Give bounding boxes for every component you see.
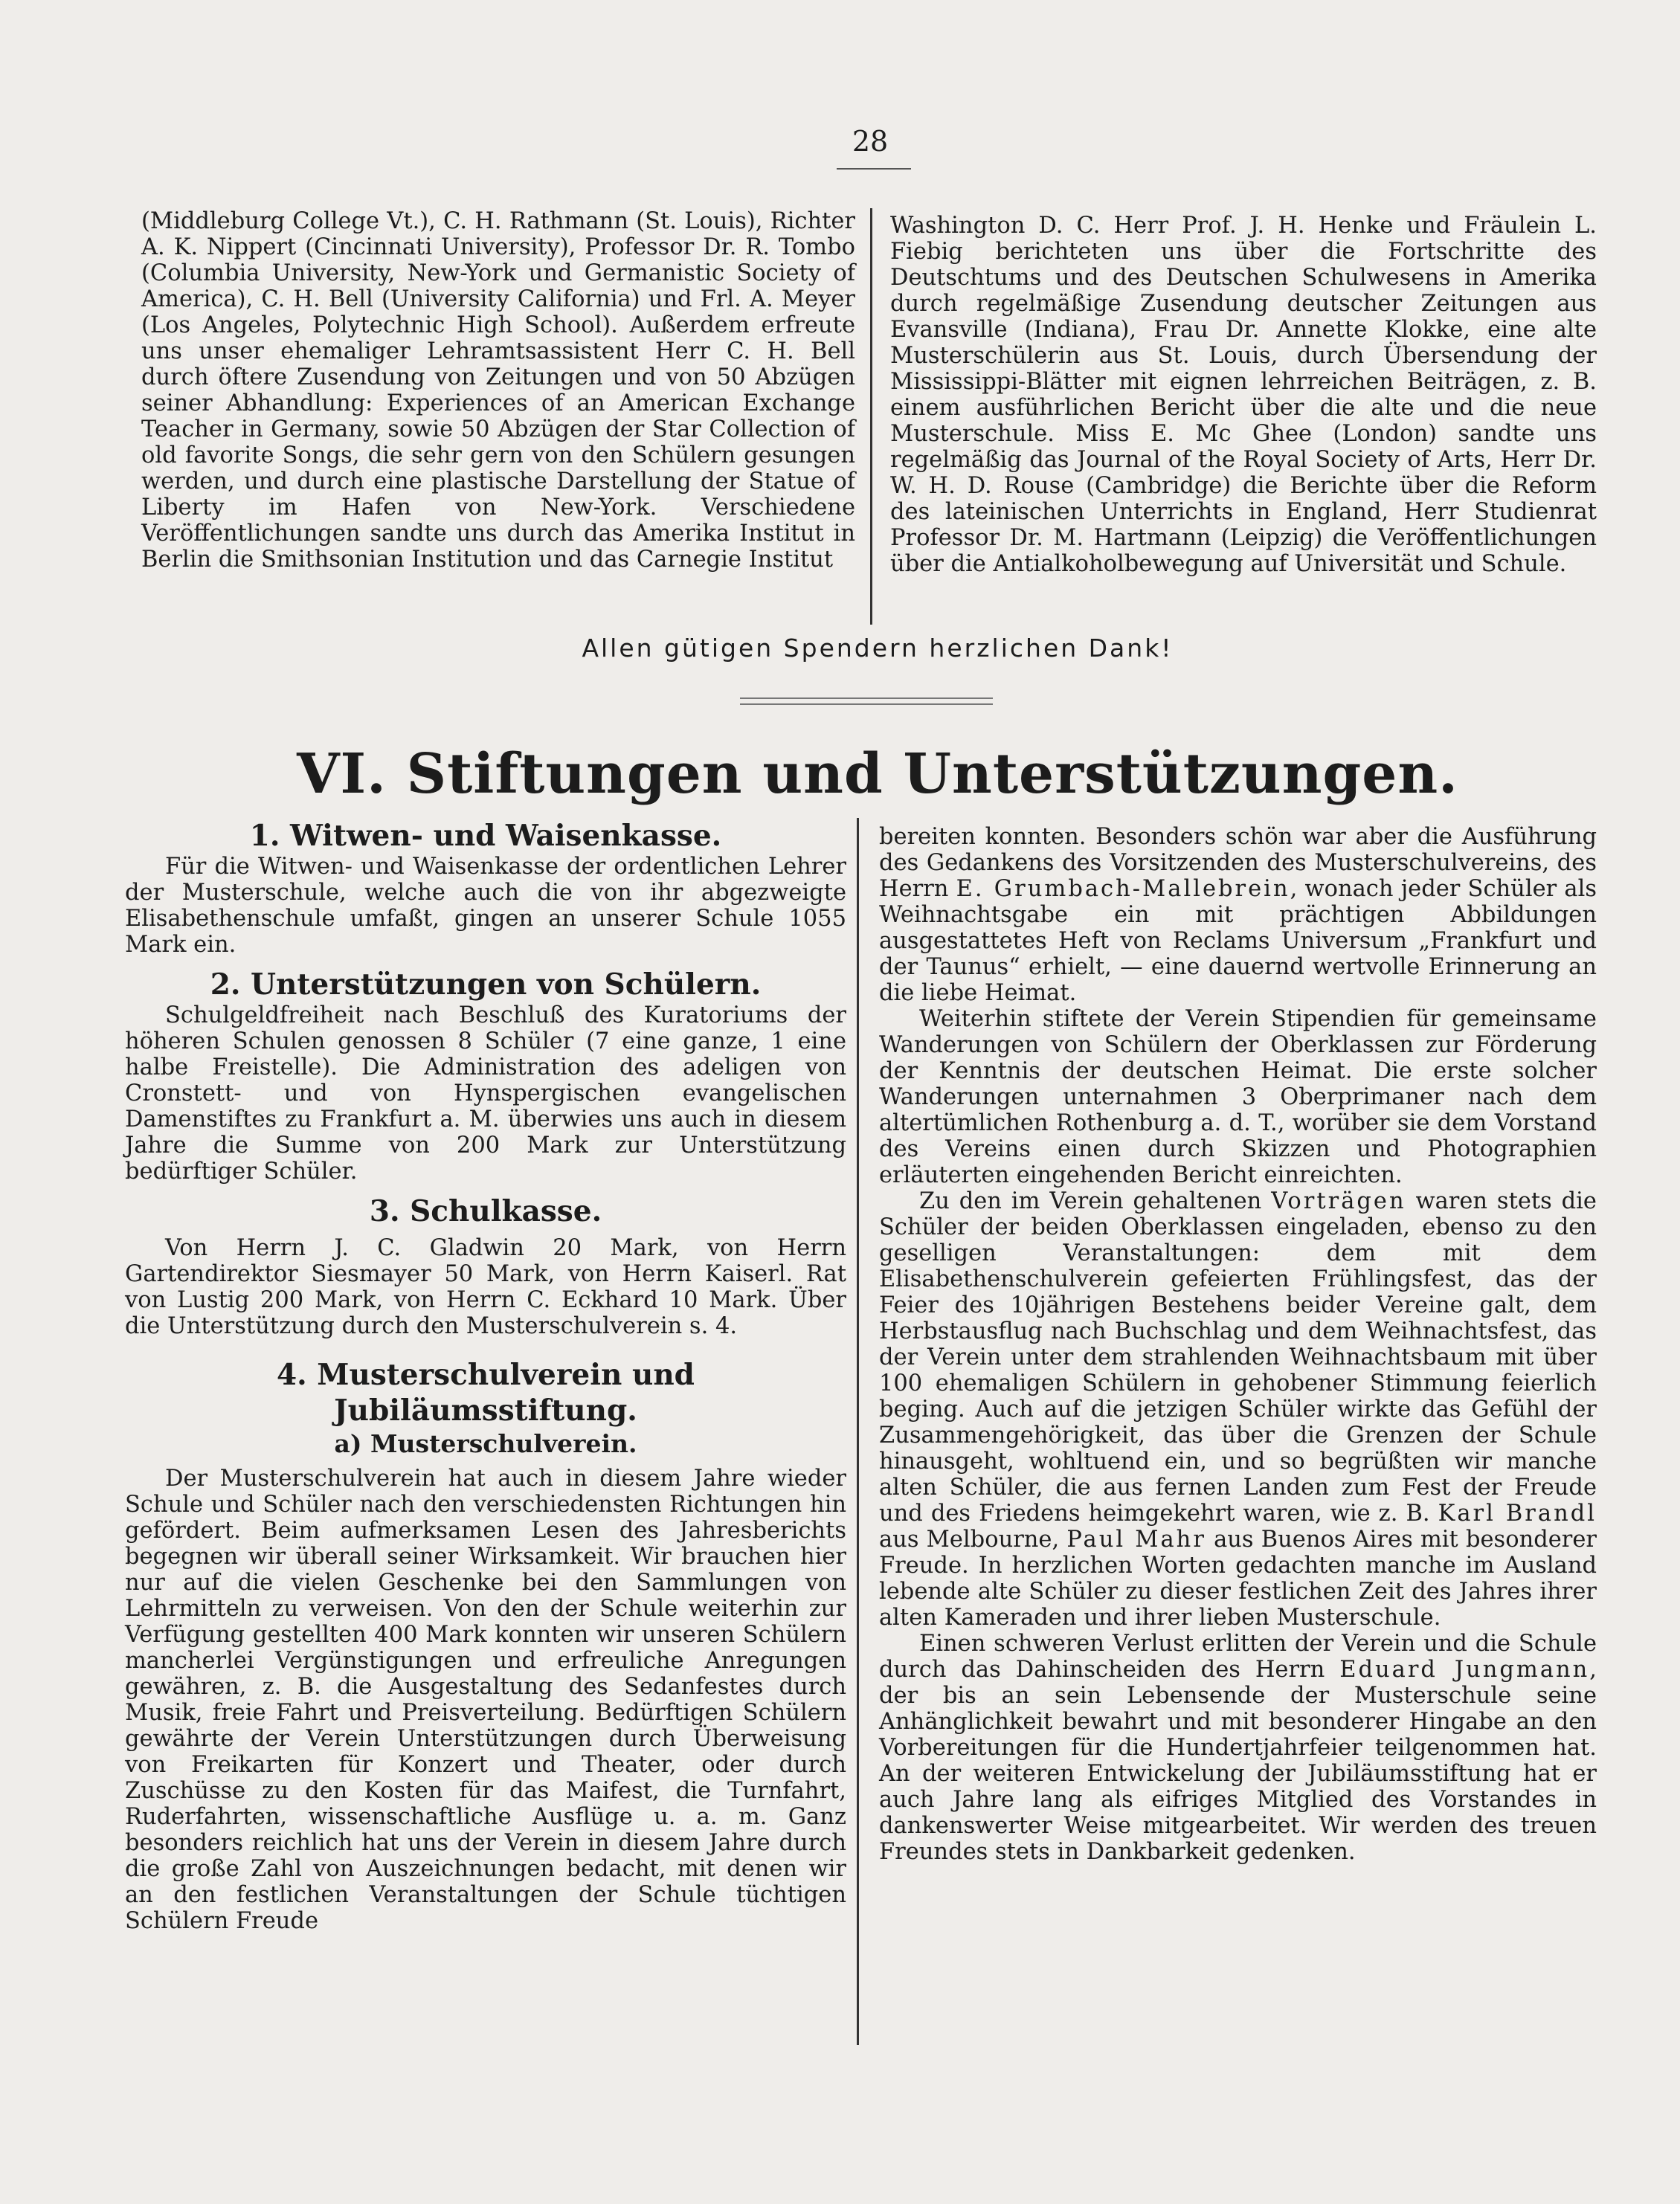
text-span: Einen schweren Verlust erlitten der Verein und die Schule durch das Dahinscheiden des Herrn [879,1631,1597,1683]
top-right-paragraph: Washington D. C. Herr Prof. J. H. Henke und Fräulein L. Fiebig berichteten uns über die Fortschritte des Deutschtums und des Deutschen Schulwesens in Amerika durch regelmäßige Zusendung deutscher Zeitungen aus Evansville (Indiana), Frau Dr. Annette Klokke, eine alte Musterschülerin aus St. Louis, durch Übersendung der Mississippi-Blätter mit eignen lehrreichen Beiträgen, z. B. einem ausführlichen Bericht über die alte und die neue Musterschule. Miss E. Mc Ghee (London) sandte uns regelmäßig das Journal of the Royal Society of Arts, Herr Dr. W. H. D. Rouse (Cambridge) die Berichte über die Reform des lateinischen Unterrichts in England, Herr Studienrat Professor Dr. M. Hartmann (Leipzig) die Veröffentlichungen über die Antialkoholbewegung auf Universität und Schule. [890,213,1597,577]
text-span: aus Buenos Aires mit besonderer Freude. In herzlichen Worten gedachten manche im Ausland lebende alte Schüler zu dieser festlichen Zeit des Jahres ihrer alten Kameraden und ihrer lieben Musterschule. [879,1527,1597,1631]
section4-text-left: Der Musterschulverein hat auch in diesem Jahre wieder Schule und Schüler nach den verschiedensten Richtungen hin gefördert. Beim aufmerksamen Lesen des Jahresberichts begegnen wir überall seiner Wirksamkeit. Wir brauchen hier nur auf die vielen Geschenke bei den Sammlungen von Lehrmitteln zu verweisen. Von den der Schule weiterhin zur Verfügung gestellten 400 Mark konnten wir unseren Schülern mancherlei Vergünstigungen und erfreuliche Anregungen gewähren, z. B. die Ausgestaltung des Sedanfestes durch Musik, freie Fahrt und Preisverteilung. Bedürftigen Schülern gewährte der Verein Unterstützungen durch Überweisung von Freikarten für Konzert und Theater, oder durch Zuschüsse zu den Kosten für das Maifest, die Turnfahrt, Ruderfahrten, wissenschaftliche Ausflüge u. a. m. Ganz besonders reichlich hat uns der Verein in diesem Jahre durch die große Zahl von Auszeichnungen bedacht, mit denen wir an den festlichen Veranstaltungen der Schule tüchtigen Schülern Freude [125,1466,846,1934]
text-span: bereiten konnten. Besonders schön war aber die Ausführung des Gedankens des Vorsitzenden des Musterschulvereins, des Herrn [879,824,1597,902]
main-heading: VI. Stiftungen und Unterstützungen. [297,742,1458,806]
person-name: Eduard Jungmann [1339,1657,1590,1683]
emphasized-word: Vorträgen [1271,1188,1406,1214]
person-name: E. Grumbach-Mallebrein [956,876,1290,902]
page-number: 28 [852,125,889,158]
section3-text: Von Herrn J. C. Gladwin 20 Mark, von Herrn Gartendirektor Siesmayer 50 Mark, von Herrn Kaiserl. Rat von Lustig 200 Mark, von Herrn C. Eckhard 10 Mark. Über die Unterstützung durch den Musterschulverein s. 4. [125,1235,846,1339]
section-divider-rule [740,703,993,705]
section4-right-paragraph-1 [879,824,1597,1006]
top-left-column [141,208,855,573]
section2-text: Schulgeldfreiheit nach Beschluß des Kuratoriums der höheren Schulen genossen 8 Schüler (7 eine ganze, 1 eine halbe Freistelle). Die Administration des adeligen von Cronstett- und von Hynspergischen evangelischen Damenstiftes zu Frankfurt a. M. überwies uns auch in diesem Jahre die Summe von 200 Mark zur Unterstützung bedürftiger Schüler. [125,1002,846,1185]
section3-heading: 3. Schulkasse. [369,1194,602,1228]
text-span: Zu den im Verein gehaltenen [919,1188,1272,1214]
section4-right-paragraph-4 [879,1631,1597,1865]
text-span: aus Melbourne, [879,1527,1067,1553]
section-divider-rule [740,697,993,699]
bottom-right-column [879,824,1597,1865]
bottom-left-column [125,818,846,1934]
text-span: , der bis an sein Lebensende der Musterschule seine Anhänglichkeit bewahrt und mit besonderer Hingabe an den Vorbereitungen für die Hundertjahrfeier teilgenommen hat. An der weiteren Entwickelung der Jubiläumsstiftung hat er auch Jahre lang als eifriges Mitglied des Vorstandes in dankenswerter Weise mitgearbeitet. Wir werden des treuen Freundes stets in Dankbarkeit gedenken. [879,1657,1597,1865]
section1-heading: 1. Witwen- und Waisenkasse. [249,819,722,853]
top-left-paragraph: (Middleburg College Vt.), C. H. Rathmann (St. Louis), Richter A. K. Nippert (Cincinnati University), Professor Dr. R. Tombo (Columbia University, New-York und Germanistic Society of America), C. H. Bell (University California) und Frl. A. Meyer (Los Angeles, Polytechnic High School). Außerdem erfreute uns unser ehemaliger Lehramtsassistent Herr C. H. Bell durch öftere Zusendung von Zeitungen und von 50 Abzügen seiner Abhandlung: Experiences of an American Exchange Teacher in Germany, sowie 50 Abzügen der Star Collection of old favorite Songs, die sehr gern von den Schülern gesungen werden, und durch eine plastische Darstellung der Statue of Liberty im Hafen von New-York. Verschiedene Veröffentlichungen sandte uns durch das Amerika Institut in Berlin die Smithsonian Institution und das Carnegie Institut [141,208,855,573]
text-span: , wonach jeder Schüler als Weihnachtsgabe ein mit prächtigen Abbildungen ausgestattetes Heft von Reclams Universum „Frankfurt und der Taunus“ erhielt, — eine dauernd wertvolle Erinnerung an die liebe Heimat. [879,876,1597,1006]
section4-right-paragraph-3 [879,1188,1597,1631]
section4-right-paragraph-2: Weiterhin stiftete der Verein Stipendien für gemeinsame Wanderungen von Schülern der Oberklassen zur Förderung der Kenntnis der deutschen Heimat. Die erste solcher Wanderungen unternahmen 3 Oberprimaner nach dem altertümlichen Rothenburg a. d. T., worüber sie dem Vorstand des Vereins einen durch Skizzen und Photographien erläuterten eingehenden Bericht einreichten. [879,1006,1597,1188]
thanks-line: Allen gütigen Spendern herzlichen Dank! [582,634,1174,663]
person-name: Karl Brandl [1438,1501,1597,1527]
top-right-column [890,213,1597,577]
section4-subheading: a) Musterschulverein. [334,1429,637,1458]
text-span: waren stets die Schüler der beiden Oberklassen eingeladen, ebenso zu den geselligen Veranstaltungen: dem mit dem Elisabethenschulverein gefeierten Frühlingsfest, das der Feier des 10jährigen Bestehens beider Vereine galt, dem Herbstausflug nach Buchschlag und dem Weihnachtsfest, das der Verein unter dem strahlenden Weihnachtsbaum mit über 100 ehemaligen Schülern in gehobener Stimmung feierlich beging. Auch auf die jetzigen Schüler wirkte das Gefühl der Zusammengehörigkeit, das über die Grenzen der Schule hinausgeht, wohltuend ein, und so begrüßten wir manche alten Schüler, die aus fernen Landen zum Fest der Freude und des Friedens heimgekehrt waren, wie z. B. [879,1188,1597,1527]
person-name: Paul Mahr [1066,1527,1206,1553]
section2-heading: 2. Unterstützungen von Schülern. [210,967,762,1002]
page-number-rule [837,168,911,170]
column-divider-top [870,208,872,625]
section1-text: Für die Witwen- und Waisenkasse der ordentlichen Lehrer der Musterschule, welche auch die von ihr abgezweigte Elisabethenschule umfaßt, gingen an unserer Schule 1055 Mark ein. [125,854,846,958]
column-divider-bottom [857,818,859,2045]
section4-heading: 4. Musterschulverein und Jubiläumsstiftung. [277,1358,695,1428]
